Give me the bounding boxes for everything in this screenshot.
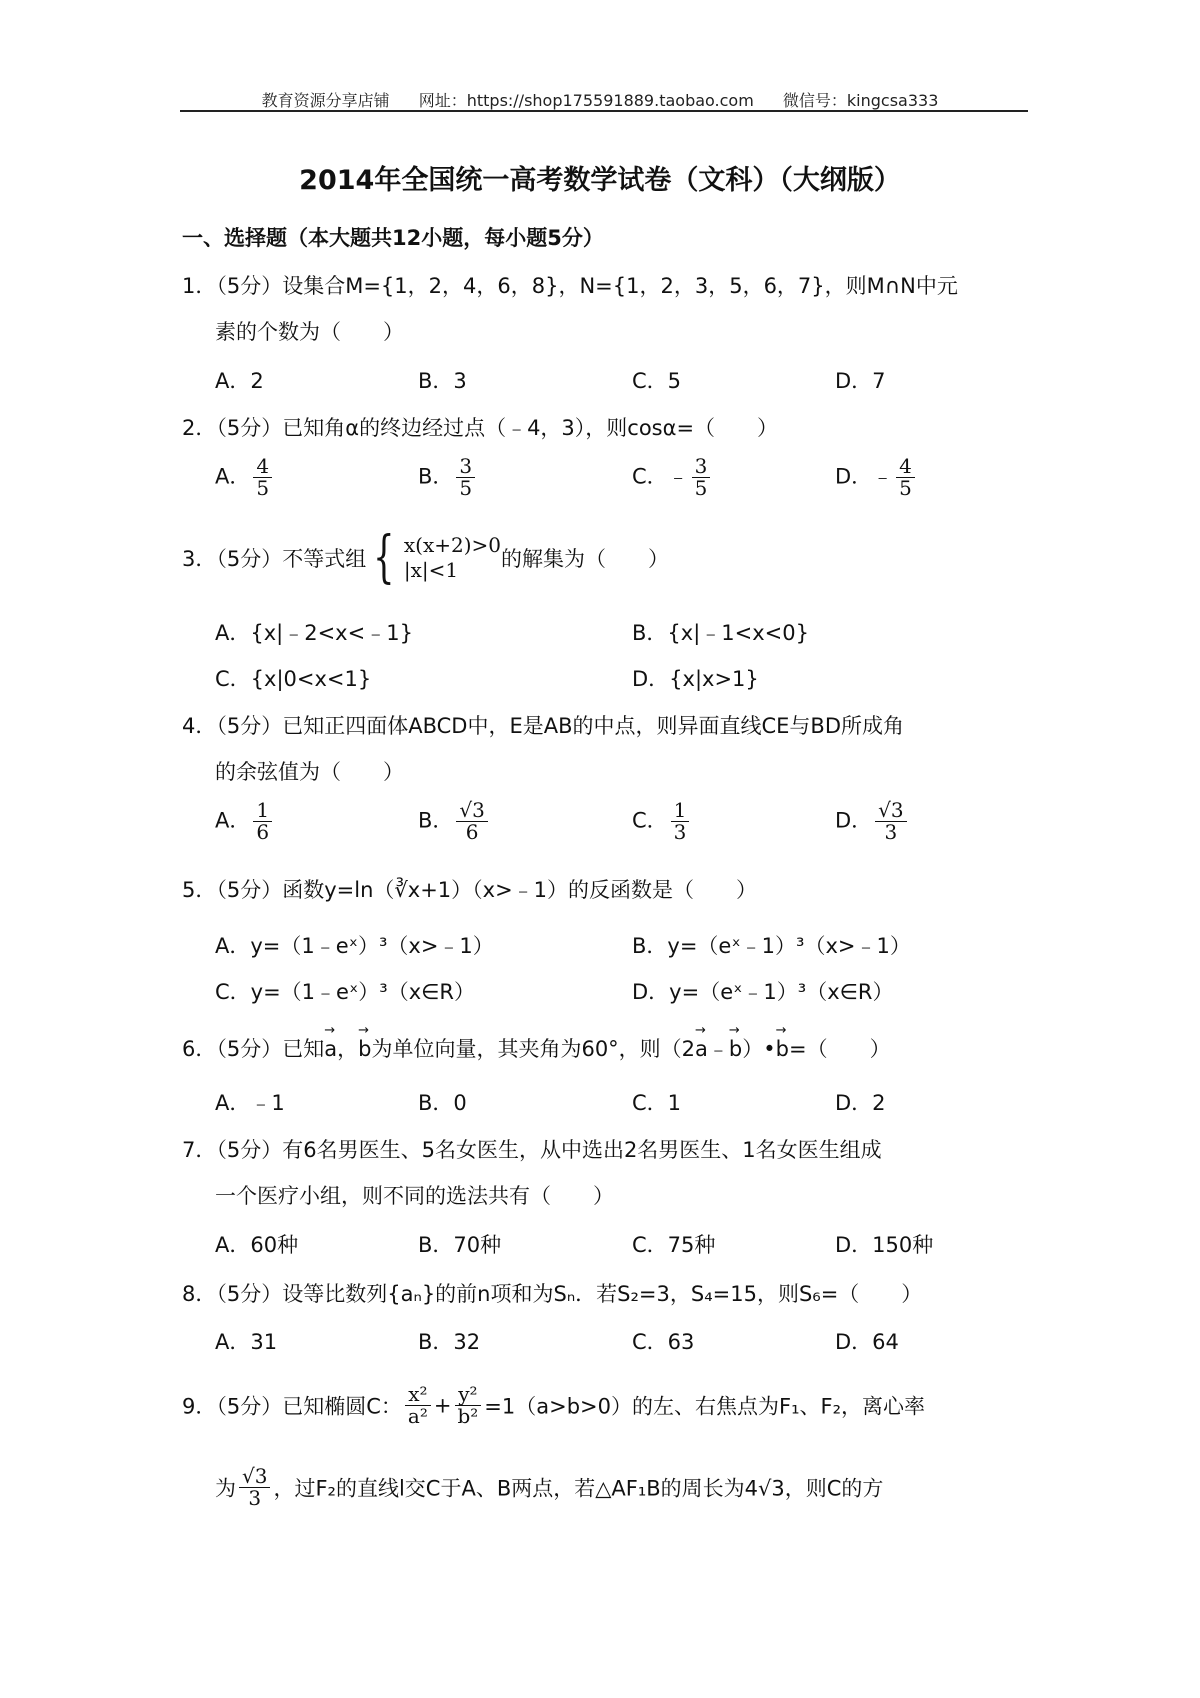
q6-vector-b-2: → b [729,1037,742,1061]
q8-option-d: D．64 [835,1330,899,1354]
q6-end: =（ ） [789,1037,891,1061]
q6-option-c: C．1 [632,1091,682,1115]
q9-fraction-x: $\frac{\text{x²}}{\text{a²}}$ [405,1384,431,1427]
q2-option-d-label: D．﹣ [835,464,894,489]
q2-option-c-label: C．﹣ [632,464,689,489]
q1-option-a: A．2 [215,369,264,393]
shop-name: 教育资源分享店铺 [261,91,390,110]
q9-line2-pre: 为 [215,1476,236,1501]
q2-option-a-fraction: $\frac{4}{5}$ [253,456,272,499]
q6-prefix: 6．（5分）已知 [182,1037,325,1061]
q6-stem [182,1033,891,1063]
q4-option-b [418,800,491,843]
q2-stem: 2．（5分）已知角α的终边经过点（﹣4，3），则cosα=（ ） [182,416,779,440]
q2-option-b-label: B． [418,464,454,489]
wechat-id: 微信号：kingcsa333 [782,91,939,110]
q2-option-c-fraction: $\frac{3}{5}$ [692,456,711,499]
q4-option-a-label: A． [215,808,251,833]
q9-eccentricity-fraction: $\frac{√3}{3}$ [239,1466,270,1509]
q9-plus: + [433,1393,452,1418]
q3-prefix: 3．（5分）不等式组 [182,547,367,571]
q7-option-a: A．60种 [215,1233,299,1257]
section-heading: 一、选择题（本大题共12小题，每小题5分） [182,226,604,250]
q4-option-c-label: C． [632,808,668,833]
header-divider [180,110,1028,112]
q7-option-d: D．150种 [835,1233,934,1257]
q6-text: 为单位向量，其夹角为60°，则（2 [371,1037,696,1061]
q7-option-b: B．70种 [418,1233,502,1257]
q6-vector-a-2: → a [695,1037,708,1061]
q1-stem-line2: 素的个数为（ ） [215,320,404,344]
q4-option-b-fraction: $\frac{√3}{6}$ [456,800,487,843]
q3-option-d: D．{x|x>1} [632,667,759,691]
q1-stem-line1: 1．（5分）设集合M={1，2，4，6，8}，N={1，2，3，5，6，7}，则M∩N中元 [182,274,958,298]
q4-option-c [632,800,692,843]
q1-option-c: C．5 [632,369,682,393]
q6-vector-b-3: → b [776,1037,789,1061]
q2-option-d [835,456,918,499]
q1-option-b: B．3 [418,369,467,393]
q3-option-b: B．{x|﹣1<x<0} [632,621,809,645]
q9-stem-line2 [215,1466,883,1509]
q6-separator: ， [337,1037,359,1061]
q4-option-b-label: B． [418,808,454,833]
q7-option-c: C．75种 [632,1233,716,1257]
q2-option-c [632,456,713,499]
shop-url[interactable]: 网址：https://shop175591889.taobao.com [418,91,754,110]
q8-option-a: A．31 [215,1330,278,1354]
q2-option-a [215,456,275,499]
q9-line2-post: ，过F₂的直线l交C于A、B两点，若△AF₁B的周长为4√3，则C的方 [273,1476,884,1501]
q2-option-d-fraction: $\frac{4}{5}$ [896,456,915,499]
page-header [0,88,1200,111]
q7-stem-line1: 7．（5分）有6名男医生、5名女医生，从中选出2名男医生、1名女医生组成 [182,1138,882,1162]
q9-prefix: 9．（5分）已知椭圆C： [182,1394,402,1419]
q5-option-a: A．y=（1﹣eˣ）³（x>﹣1） [215,934,494,958]
q2-option-b [418,456,478,499]
q4-option-d-fraction: $\frac{√3}{3}$ [875,800,906,843]
q4-stem-line1: 4．（5分）已知正四面体ABCD中，E是AB的中点，则异面直线CE与BD所成角 [182,714,905,738]
q6-dot: ）• [742,1037,776,1061]
q2-option-b-fraction: $\frac{3}{5}$ [456,456,475,499]
q9-stem-line1 [182,1384,925,1427]
q4-option-a [215,800,275,843]
q6-option-b: B．0 [418,1091,467,1115]
q3-inequality-system: { x(x+2)>0 |x|<1 [373,525,502,590]
q8-option-b: B．32 [418,1330,481,1354]
q6-minus: ﹣ [707,1037,729,1061]
q4-option-a-fraction: $\frac{1}{6}$ [253,800,272,843]
q5-stem: 5．（5分）函数y=ln（∛x+1）（x>﹣1）的反函数是（ ） [182,878,758,902]
q3-stem [182,525,670,590]
q6-option-a: A．﹣1 [215,1091,285,1115]
q1-option-d: D．7 [835,369,886,393]
q4-option-d [835,800,910,843]
q4-option-d-label: D． [835,808,873,833]
q3-inequality-1: x(x+2)>0 [403,533,502,557]
exam-title: 2014年全国统一高考数学试卷（文科）（大纲版） [299,165,901,196]
q3-suffix: 的解集为（ ） [501,547,670,571]
q6-vector-a: → a [324,1037,337,1061]
q4-option-c-fraction: $\frac{1}{3}$ [671,800,690,843]
q3-inequality-2: |x|<1 [403,558,459,582]
q5-option-d: D．y=（eˣ﹣1）³（x∈R） [632,980,894,1004]
q9-fraction-y: $\frac{\text{y²}}{\text{b²}}$ [454,1384,481,1427]
q2-option-a-label: A． [215,464,251,489]
q7-stem-line2: 一个医疗小组，则不同的选法共有（ ） [215,1184,614,1208]
q8-option-c: C．63 [632,1330,695,1354]
q6-option-d: D．2 [835,1091,886,1115]
q3-option-a: A．{x|﹣2<x<﹣1} [215,621,413,645]
q3-option-c: C．{x|0<x<1} [215,667,372,691]
q5-option-c: C．y=（1﹣eˣ）³（x∈R） [215,980,476,1004]
q4-stem-line2: 的余弦值为（ ） [215,760,404,784]
q9-suffix: =1（a>b>0）的左、右焦点为F₁、F₂，离心率 [484,1394,925,1419]
q8-stem: 8．（5分）设等比数列{aₙ}的前n项和为Sₙ．若S₂=3，S₄=15，则S₆=（ ） [182,1282,923,1306]
q5-option-b: B．y=（eˣ﹣1）³（x>﹣1） [632,934,911,958]
q6-vector-b: → b [358,1037,371,1061]
